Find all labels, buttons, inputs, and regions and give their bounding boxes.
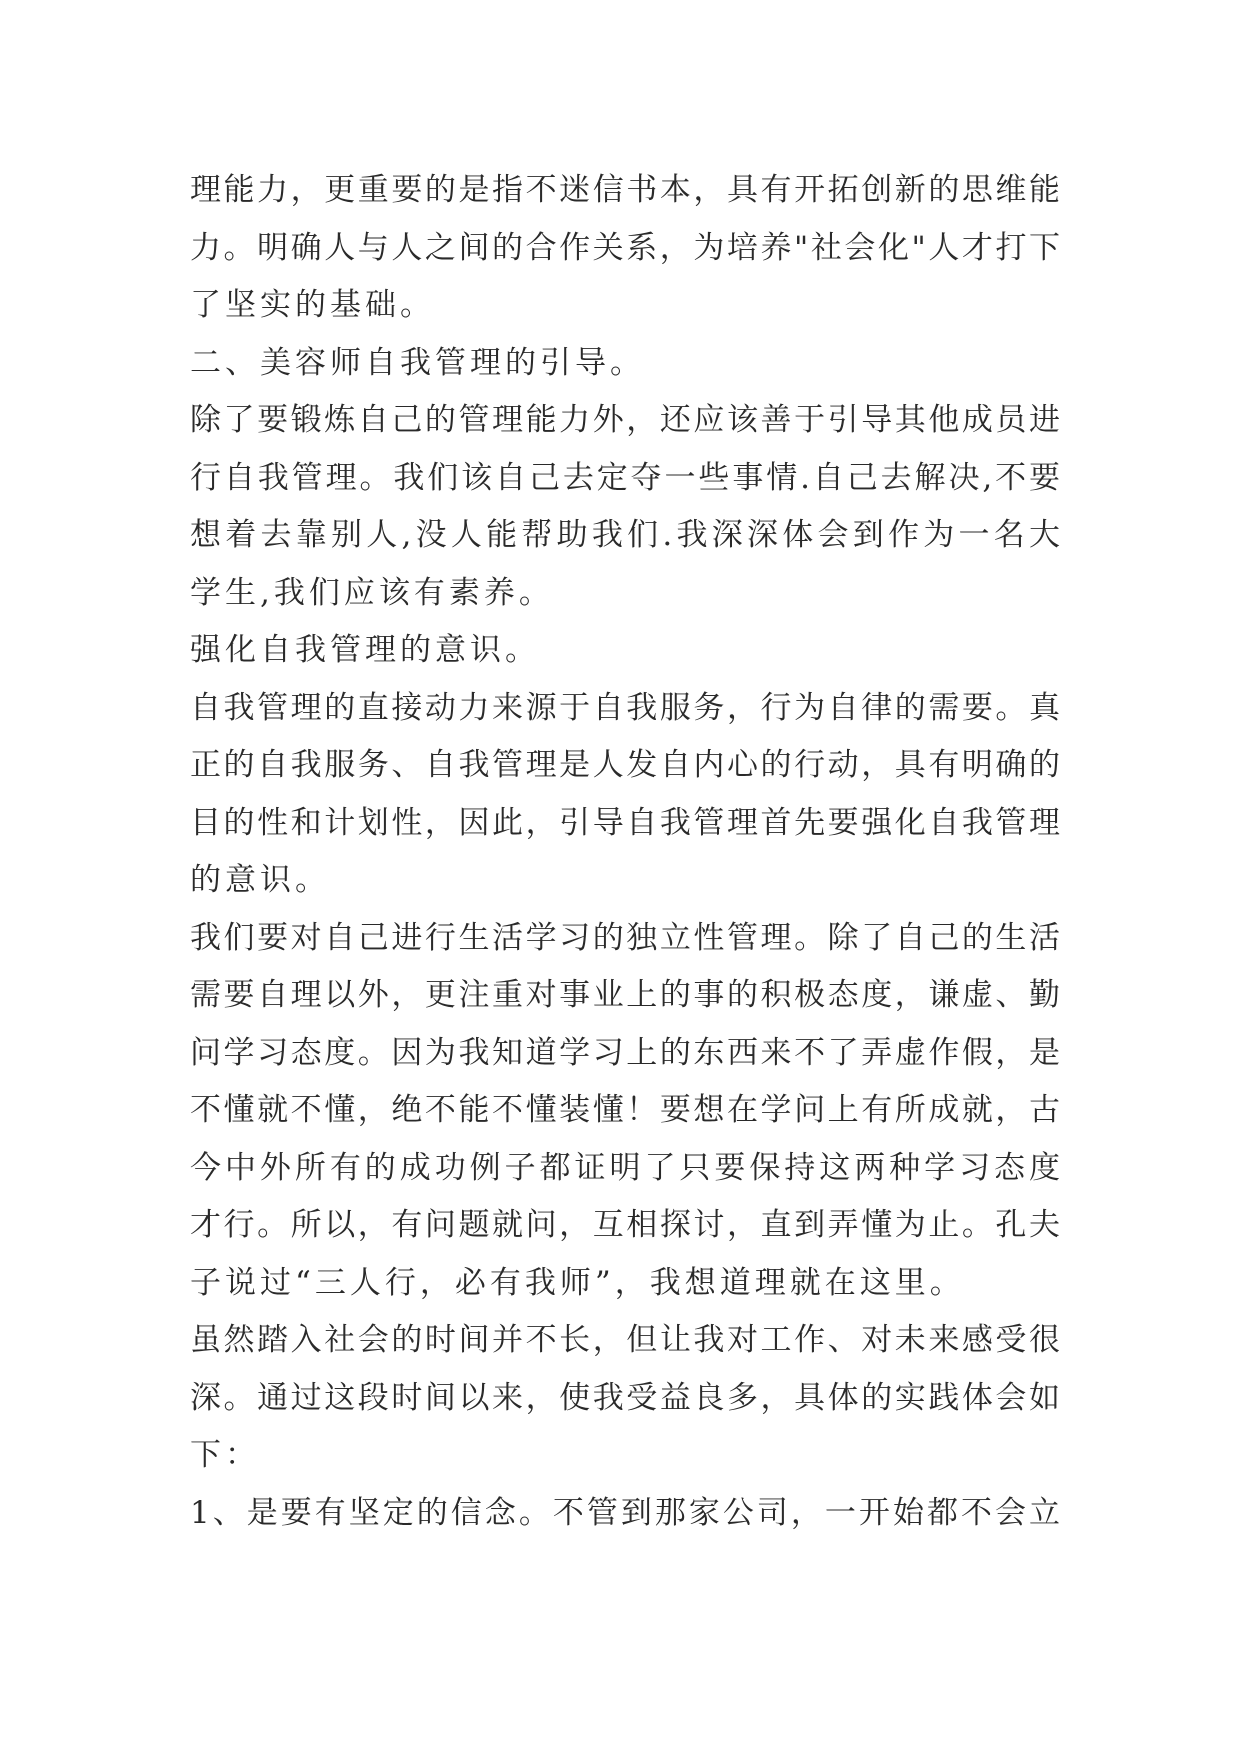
text-line: 想着去靠别人,没人能帮助我们.我深深体会到作为一名大 xyxy=(190,517,1060,553)
text-line: 今中外所有的成功例子都证明了只要保持这两种学习态度 xyxy=(190,1149,1060,1186)
document-body xyxy=(190,162,1060,1542)
text-line: 虽然踏入社会的时间并不长，但让我对工作、对未来感受很 xyxy=(190,1322,1060,1358)
text-line: 自我管理的直接动力来源于自我服务，行为自律的需要。真 xyxy=(190,689,1060,726)
text-line: 需要自理以外，更注重对事业上的事的积极态度，谦虚、勤 xyxy=(190,977,1060,1013)
text-line: 了坚实的基础。 xyxy=(190,287,435,323)
text-line: 子说过“三人行，必有我师”，我想道理就在这里。 xyxy=(190,1264,965,1301)
text-line: 理能力，更重要的是指不迷信书本，具有开拓创新的思维能 xyxy=(190,172,1060,208)
text-line: 不懂就不懂，绝不能不懂装懂！要想在学问上有所成就，古 xyxy=(190,1092,1060,1128)
text-line: 的意识。 xyxy=(190,862,330,898)
text-line: 正的自我服务、自我管理是人发自内心的行动，具有明确的 xyxy=(190,747,1060,783)
text-line: 深。通过这段时间以来，使我受益良多，具体的实践体会如 xyxy=(190,1379,1060,1416)
text-line: 力。明确人与人之间的合作关系，为培养"社会化"人才打下 xyxy=(190,229,1060,266)
text-line: 问学习态度。因为我知道学习上的东西来不了弄虚作假，是 xyxy=(190,1034,1060,1071)
text-line: 除了要锻炼自己的管理能力外，还应该善于引导其他成员进 xyxy=(190,402,1060,438)
text-line: 才行。所以，有问题就问，互相探讨，直到弄懂为止。孔夫 xyxy=(190,1207,1060,1243)
text-line: 行自我管理。我们该自己去定夺一些事情.自己去解决,不要 xyxy=(190,459,1060,496)
text-line: 二、美容师自我管理的引导。 xyxy=(190,344,645,381)
text-line: 目的性和计划性，因此，引导自我管理首先要强化自我管理 xyxy=(190,804,1060,841)
text-line: 1、是要有坚定的信念。不管到那家公司，一开始都不会立 xyxy=(190,1494,1060,1531)
text-line: 下： xyxy=(190,1437,260,1473)
text-line: 学生,我们应该有素养。 xyxy=(190,574,554,611)
text-line: 我们要对自己进行生活学习的独立性管理。除了自己的生活 xyxy=(190,919,1060,956)
text-line: 强化自我管理的意识。 xyxy=(190,632,540,668)
